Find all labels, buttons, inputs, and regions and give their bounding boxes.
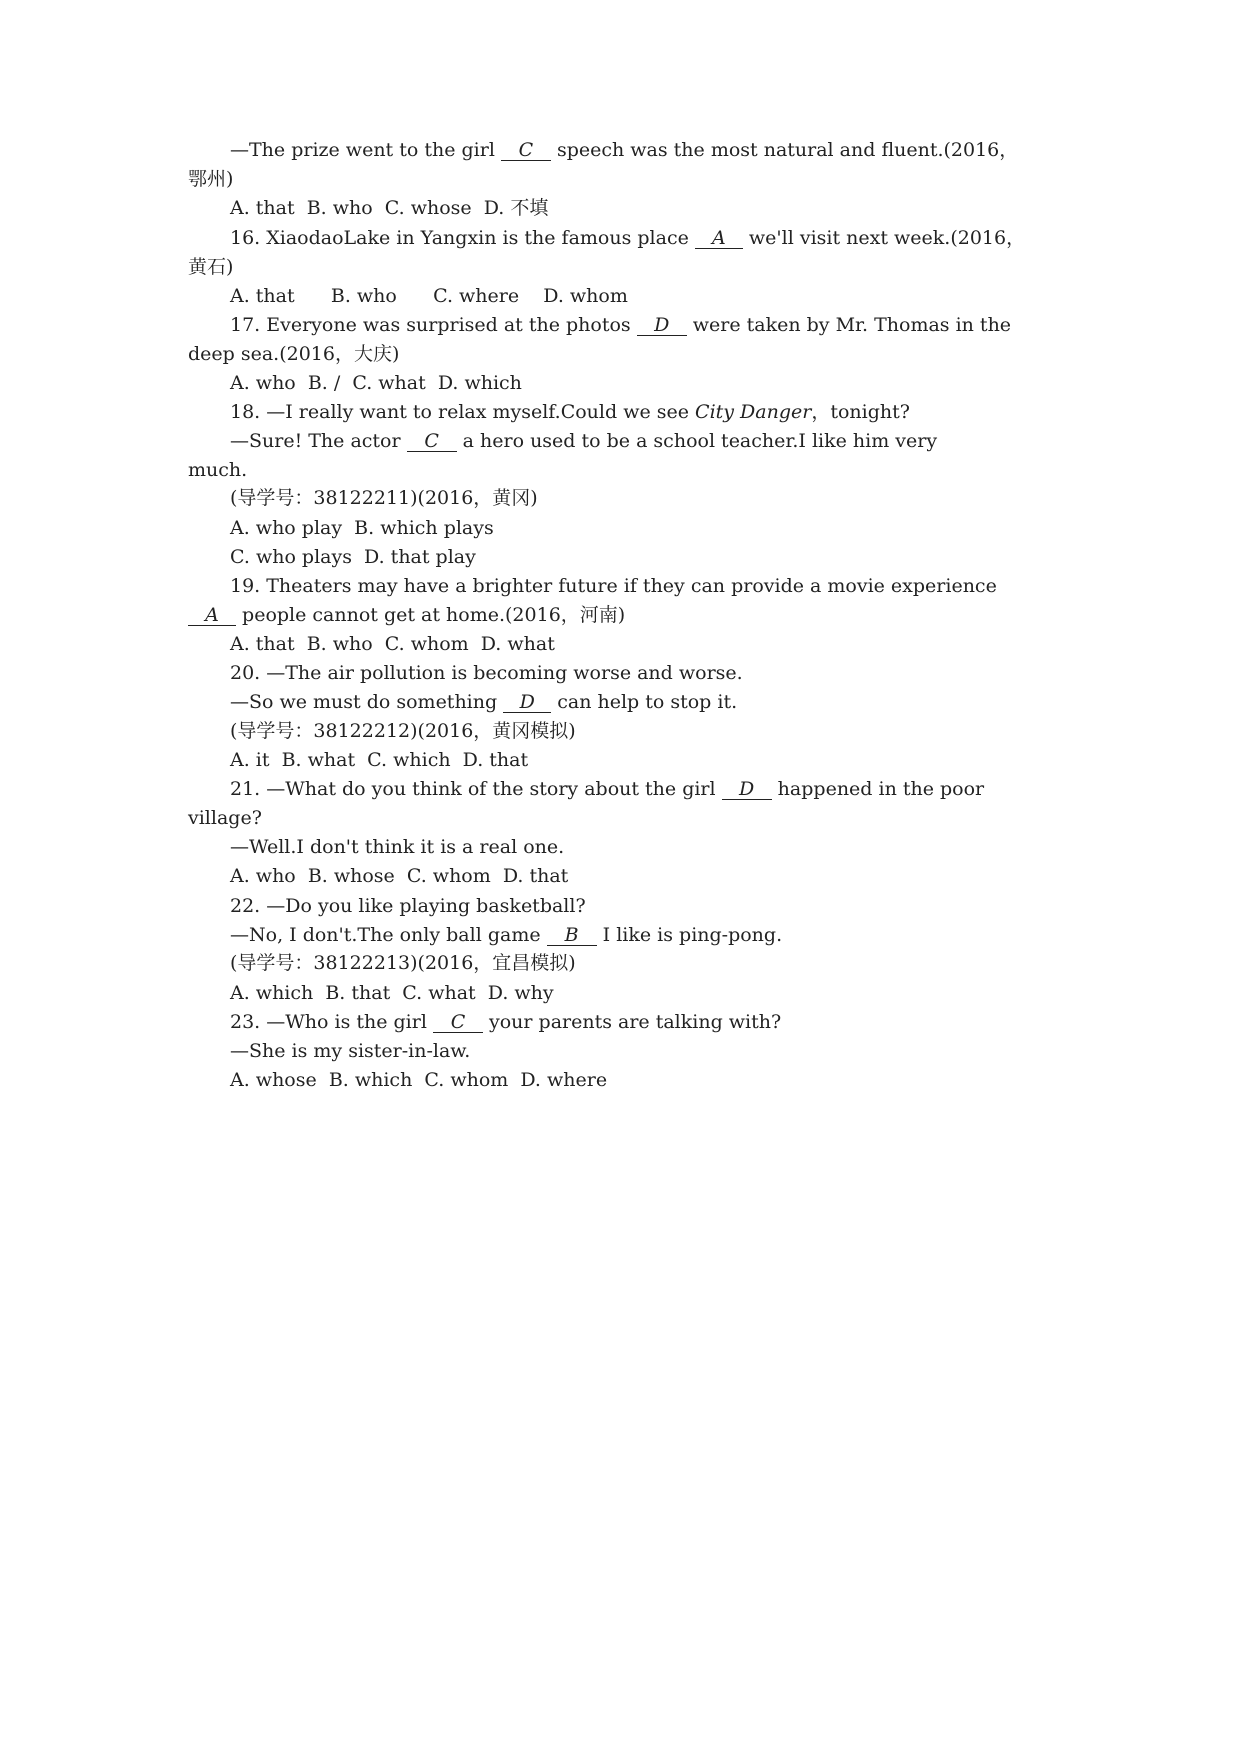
question-15-line	[230, 138, 1093, 162]
answer-blank: D	[722, 779, 772, 800]
question-22-reply	[230, 923, 1093, 947]
options-line: A. which B. that C. what D. why	[230, 982, 554, 1004]
question-text: 18. —I really want to relax myself.Could we see	[230, 401, 696, 423]
options-line: A. that B. who C. whose D. 不填	[230, 197, 549, 219]
answer-blank: C	[407, 431, 457, 452]
question-source: (导学号：38122213)(2016，宜昌模拟)	[230, 952, 576, 974]
question-19-continued	[188, 603, 1093, 627]
question-text: 21. —What do you think of the story about the girl	[230, 778, 722, 800]
question-23-line	[230, 1010, 1093, 1034]
options-line: C. who plays D. that play	[230, 546, 476, 568]
question-text: —The prize went to the girl	[230, 139, 501, 161]
answer-blank: C	[501, 140, 551, 161]
question-text: —No, I don't.The only ball game	[230, 924, 547, 946]
options-line: A. who play B. which plays	[230, 517, 494, 539]
question-18-reply	[230, 429, 1093, 453]
question-text: —So we must do something	[230, 691, 504, 713]
question-source: deep sea.(2016，大庆)	[188, 343, 400, 365]
question-source: 黄石)	[188, 256, 234, 278]
question-text: I like is ping-pong.	[596, 924, 783, 946]
options-line: A. it B. what C. which D. that	[230, 749, 529, 771]
question-text: a hero used to be a school teacher.I like him very	[456, 430, 938, 452]
question-17-line	[230, 313, 1093, 337]
answer-blank: D	[637, 315, 687, 336]
question-19-line: 19. Theaters may have a brighter future if they can provide a movie experience	[230, 575, 997, 597]
answer-blank: D	[503, 692, 551, 713]
options-line: A. that B. who C. whom D. what	[230, 633, 555, 655]
question-text: speech was the most natural and fluent.(2016，	[550, 139, 1019, 161]
question-18-line	[230, 400, 1093, 424]
reply-text: —She is my sister-in-law.	[230, 1040, 471, 1062]
options-line: A. who B. / C. what D. which	[230, 372, 522, 394]
answer-blank: A	[188, 605, 236, 626]
reply-text: —Well.I don't think it is a real one.	[230, 836, 565, 858]
options-line: A. who B. whose C. whom D. that	[230, 865, 569, 887]
movie-title: City Danger	[695, 401, 812, 423]
question-16-line	[230, 226, 1093, 250]
answer-blank: A	[695, 228, 743, 249]
question-text: ，tonight?	[811, 401, 910, 423]
question-22-line: 22. —Do you like playing basketball?	[230, 895, 586, 917]
question-text: can help to stop it.	[551, 691, 738, 713]
answer-blank: B	[547, 925, 597, 946]
question-text: —Sure! The actor	[230, 430, 407, 452]
question-text: happened in the poor	[771, 778, 985, 800]
question-source: (导学号：38122211)(2016，黄冈)	[230, 487, 538, 509]
question-text: 23. —Who is the girl	[230, 1011, 433, 1033]
question-text: 17. Everyone was surprised at the photos	[230, 314, 637, 336]
question-21-line	[230, 777, 1093, 801]
question-text: we'll visit next week.(2016，	[742, 227, 1026, 249]
question-text: much.	[188, 459, 248, 481]
question-source: 鄂州)	[188, 168, 234, 190]
options-line: A. that B. who C. where D. whom	[230, 285, 628, 307]
options-line: A. whose B. which C. whom D. where	[230, 1069, 608, 1091]
question-text: your parents are talking with?	[482, 1011, 782, 1033]
question-text: 16. XiaodaoLake in Yangxin is the famous place	[230, 227, 695, 249]
question-20-line: 20. —The air pollution is becoming worse and worse.	[230, 662, 743, 684]
question-20-reply	[230, 690, 1093, 714]
question-text: were taken by Mr. Thomas in the	[686, 314, 1012, 336]
question-source: (导学号：38122212)(2016，黄冈模拟)	[230, 720, 576, 742]
answer-blank: C	[433, 1012, 483, 1033]
question-text: village?	[188, 807, 262, 829]
question-text: people cannot get at home.(2016，河南)	[236, 604, 626, 626]
